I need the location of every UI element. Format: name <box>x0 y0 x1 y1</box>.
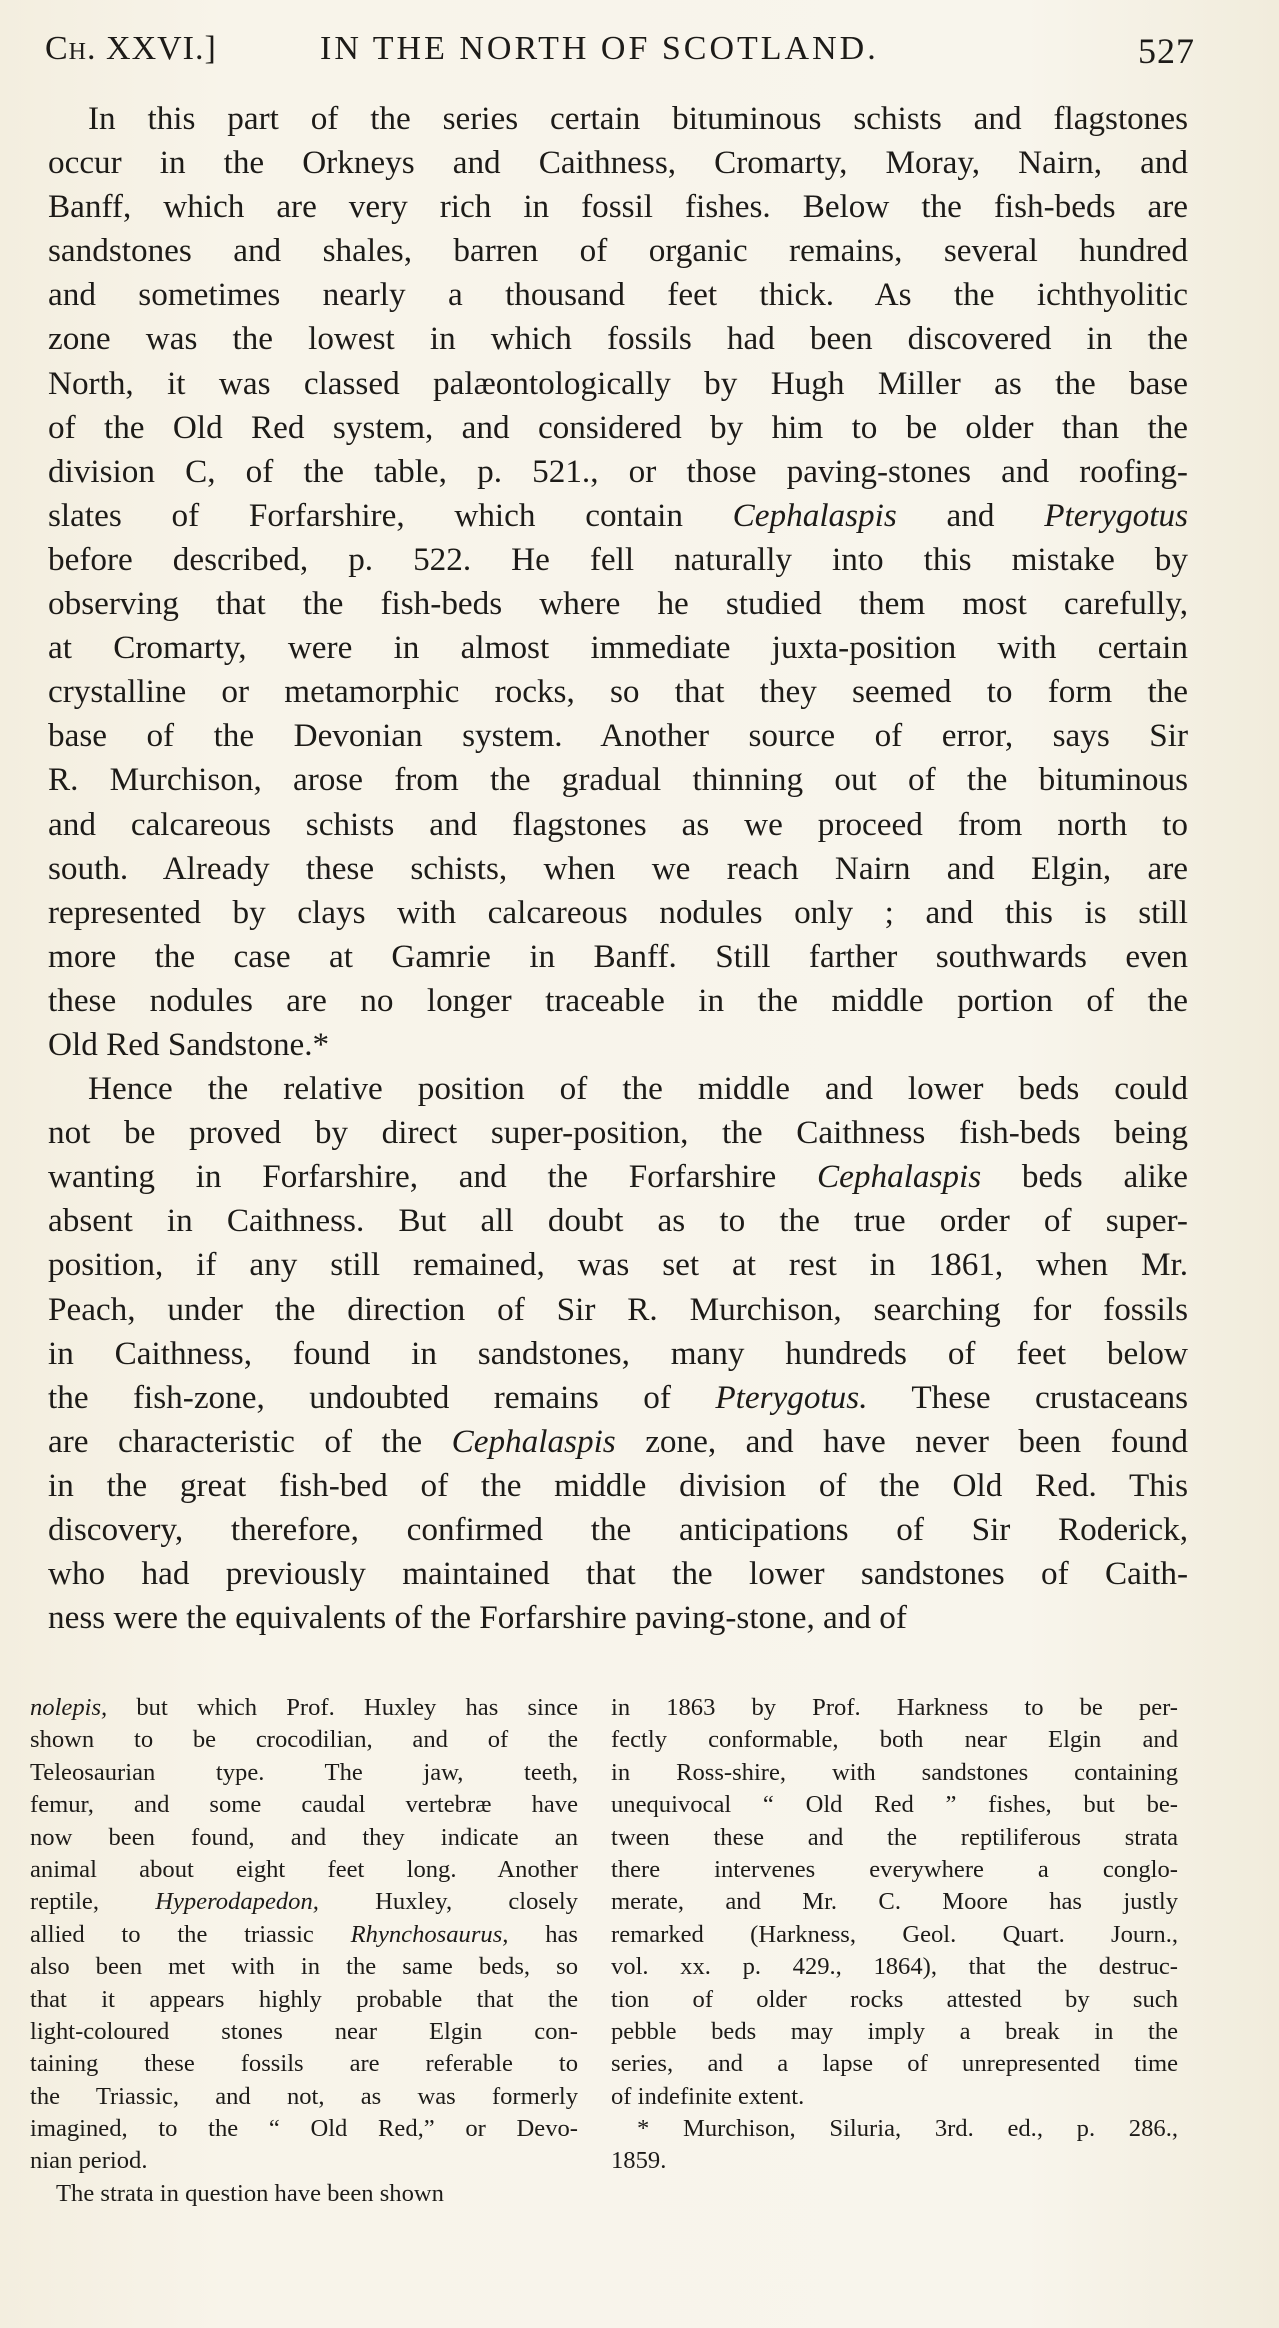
text-line <box>611 1854 1178 1886</box>
text-run: Old Red Sandstone.* <box>48 1025 330 1063</box>
text-line <box>30 1789 578 1821</box>
text-line <box>48 1376 1188 1420</box>
text-run: merate, and Mr. C. Moore has justly <box>611 1888 1178 1916</box>
text-run: absent in Caithness. But all doubt as to the true order of super- <box>48 1202 1188 1240</box>
text-run: these nodules are no longer traceable in the middle portion of the <box>48 981 1188 1019</box>
text-run: light-coloured stones near Elgin con- <box>30 2017 578 2045</box>
text-run: of indefinite extent. <box>611 2082 805 2110</box>
text-run: the Triassic, and not, as was formerly <box>30 2082 578 2110</box>
text-run: zone was the lowest in which fossils had been discovered in the <box>48 320 1188 358</box>
text-line <box>611 2113 1178 2145</box>
text-line <box>30 2048 578 2080</box>
text-line <box>30 1724 578 1756</box>
text-run: Huxley, closely <box>318 1888 578 1916</box>
text-run: are characteristic of the <box>48 1422 452 1460</box>
text-line <box>48 273 1188 317</box>
main-body-text <box>48 97 1188 1640</box>
text-line <box>30 1692 578 1724</box>
text-line <box>48 1199 1188 1243</box>
text-line <box>48 714 1188 758</box>
text-run: Teleosaurian type. The jaw, teeth, <box>30 1758 578 1786</box>
text-run: before described, p. 522. He fell naturally into this mistake by <box>48 540 1188 578</box>
footnote-column-left <box>30 1692 578 2210</box>
text-line <box>611 1692 1178 1724</box>
text-run: also been met with in the same beds, so <box>30 1953 578 1981</box>
text-run: in the great fish-bed of the middle division of the Old Red. This <box>48 1466 1188 1504</box>
text-run: fectly conformable, both near Elgin and <box>611 1726 1178 1754</box>
text-run: These crustaceans <box>867 1378 1188 1416</box>
text-line <box>48 1067 1188 1111</box>
text-run: in Ross-shire, with sandstones containing <box>611 1758 1178 1786</box>
text-run: occur in the Orkneys and Caithness, Cromarty, Moray, Nairn, and <box>48 144 1188 182</box>
text-line <box>611 2048 1178 2080</box>
text-line <box>48 229 1188 273</box>
italic-term: nolepis, <box>30 1694 108 1721</box>
text-line <box>48 1288 1188 1332</box>
text-run: allied to the triassic <box>30 1920 351 1948</box>
text-line <box>48 1111 1188 1155</box>
text-run: that it appears highly probable that the <box>30 1985 578 2013</box>
text-line <box>48 97 1188 141</box>
text-run: represented by clays with calcareous nodules only ; and this is still <box>48 893 1188 931</box>
italic-term: Pterygotus <box>1044 496 1188 534</box>
text-run: 1859. <box>611 2147 667 2175</box>
text-run: R. Murchison, arose from the gradual thinning out of the bituminous <box>48 761 1188 799</box>
text-run: femur, and some caudal vertebræ have <box>30 1791 578 1819</box>
text-line <box>48 1596 1188 1640</box>
text-line <box>48 979 1188 1023</box>
text-run: but which Prof. Huxley has since <box>107 1694 578 1721</box>
text-line <box>48 1023 1188 1067</box>
text-line <box>48 1552 1188 1596</box>
text-run: and calcareous schists and flagstones as we proceed from north to <box>48 805 1188 843</box>
text-line <box>48 758 1188 802</box>
text-run: and sometimes nearly a thousand feet thick. As the ichthyolitic <box>48 276 1188 314</box>
text-line <box>48 1464 1188 1508</box>
text-line <box>48 406 1188 450</box>
text-line <box>48 1243 1188 1287</box>
text-run: tween these and the reptiliferous strata <box>611 1823 1178 1851</box>
text-run: who had previously maintained that the lower sandstones of Caith- <box>48 1555 1188 1593</box>
italic-term: Cephalaspis <box>451 1422 616 1460</box>
text-line <box>30 1951 578 1983</box>
italic-term: Pterygotus. <box>715 1378 868 1416</box>
text-line <box>48 582 1188 626</box>
text-line <box>611 1757 1178 1789</box>
text-run: sandstones and shales, barren of organic remains, several hundred <box>48 232 1188 270</box>
text-line <box>48 185 1188 229</box>
text-run: taining these fossils are referable to <box>30 2050 578 2078</box>
text-line <box>611 1724 1178 1756</box>
text-run: Hence the relative position of the middle and lower beds could <box>88 1070 1188 1108</box>
text-line <box>611 1951 1178 1983</box>
text-run: in Caithness, found in sandstones, many hundreds of feet below <box>48 1334 1188 1372</box>
text-run: animal about eight feet long. Another <box>30 1855 578 1883</box>
running-header <box>45 30 1195 80</box>
text-run: nian period. <box>30 2147 148 2175</box>
running-title: IN THE NORTH OF SCOTLAND. <box>320 30 879 67</box>
footnote-column-right <box>611 1692 1178 2178</box>
page-number: 527 <box>1138 31 1195 71</box>
text-run: the fish-zone, undoubted remains of <box>48 1378 716 1416</box>
italic-term: Hyperodapedon, <box>155 1888 319 1916</box>
text-line <box>611 2081 1178 2113</box>
text-run: south. Already these schists, when we reach Nairn and Elgin, are <box>48 849 1188 887</box>
chapter-label: Ch. XXVI.] <box>45 30 217 67</box>
text-run: wanting in Forfarshire, and the Forfarshire <box>48 1158 818 1196</box>
italic-term: Cephalaspis <box>732 496 897 534</box>
text-run: North, it was classed palæontologically by Hugh Miller as the base <box>48 364 1188 402</box>
text-line <box>30 1854 578 1886</box>
italic-term: Rhynchosaurus, <box>350 1920 509 1948</box>
text-line <box>48 847 1188 891</box>
text-line <box>30 2081 578 2113</box>
text-line <box>48 1508 1188 1552</box>
text-line <box>611 1886 1178 1918</box>
text-line <box>30 2113 578 2145</box>
text-run: ness were the equivalents of the Forfarshire paving-stone, and of <box>48 1599 907 1637</box>
text-run: remarked (Harkness, Geol. Quart. Journ., <box>611 1920 1178 1948</box>
text-run: division C, of the table, p. 521., or those paving-stones and roofing- <box>48 452 1188 490</box>
text-line <box>611 2016 1178 2048</box>
text-line <box>48 538 1188 582</box>
text-line <box>48 626 1188 670</box>
text-line <box>30 2145 578 2177</box>
text-line <box>30 1919 578 1951</box>
text-run: discovery, therefore, confirmed the anticipations of Sir Roderick, <box>48 1511 1188 1548</box>
text-run: tion of older rocks attested by such <box>611 1985 1178 2013</box>
text-line <box>611 1822 1178 1854</box>
text-run: observing that the fish-beds where he studied them most carefully, <box>48 585 1188 623</box>
text-run: and <box>896 496 1045 534</box>
text-run: more the case at Gamrie in Banff. Still farther southwards even <box>48 937 1188 975</box>
text-line <box>611 1919 1178 1951</box>
text-run: there intervenes everywhere a conglo- <box>611 1855 1178 1883</box>
text-run: series, and a lapse of unrepresented time <box>611 2050 1178 2078</box>
text-line <box>48 1155 1188 1199</box>
text-run: reptile, <box>30 1888 156 1916</box>
italic-term: Cephalaspis <box>817 1158 982 1196</box>
text-run: unequivocal “ Old Red ” fishes, but be- <box>611 1791 1178 1819</box>
text-line <box>48 362 1188 406</box>
text-line <box>611 1789 1178 1821</box>
text-line <box>48 1332 1188 1376</box>
text-run: has <box>508 1920 578 1948</box>
text-line <box>48 450 1188 494</box>
text-line <box>48 935 1188 979</box>
text-run: Peach, under the direction of Sir R. Murchison, searching for fossils <box>48 1290 1188 1328</box>
text-line <box>611 2145 1178 2177</box>
text-line <box>30 1984 578 2016</box>
text-line <box>611 1984 1178 2016</box>
text-run: The strata in question have been shown <box>56 2179 444 2207</box>
text-line <box>48 141 1188 185</box>
text-line <box>48 317 1188 361</box>
text-run: * Murchison, Siluria, 3rd. ed., p. 286., <box>637 2115 1178 2143</box>
text-run: zone, and have never been found <box>615 1422 1188 1460</box>
text-line <box>30 2178 578 2210</box>
text-line <box>30 1822 578 1854</box>
text-line <box>30 1757 578 1789</box>
text-run: base of the Devonian system. Another source of error, says Sir <box>48 717 1188 755</box>
text-run: beds alike <box>981 1158 1188 1196</box>
text-run: crystalline or metamorphic rocks, so that they seemed to form the <box>48 673 1188 711</box>
text-run: pebble beds may imply a break in the <box>611 2017 1178 2045</box>
text-run: slates of Forfarshire, which contain <box>48 496 733 534</box>
text-run: position, if any still remained, was set at rest in 1861, when Mr. <box>48 1246 1188 1284</box>
text-run: of the Old Red system, and considered by him to be older than the <box>48 408 1188 446</box>
text-line <box>30 1886 578 1918</box>
text-line <box>48 803 1188 847</box>
text-line <box>48 494 1188 538</box>
text-line <box>48 1420 1188 1464</box>
text-line <box>48 891 1188 935</box>
text-run: In this part of the series certain bituminous schists and flagstones <box>88 100 1188 137</box>
text-run: at Cromarty, were in almost immediate juxta-position with certain <box>48 629 1188 667</box>
text-run: not be proved by direct super-position, the Caithness fish-beds being <box>48 1114 1188 1152</box>
text-run: imagined, to the “ Old Red,” or Devo- <box>30 2115 578 2143</box>
text-line <box>48 670 1188 714</box>
text-line <box>30 2016 578 2048</box>
text-run: vol. xx. p. 429., 1864), that the destruc- <box>611 1953 1178 1981</box>
text-run: shown to be crocodilian, and of the <box>30 1726 578 1754</box>
text-run: in 1863 by Prof. Harkness to be per- <box>611 1694 1178 1721</box>
text-run: now been found, and they indicate an <box>30 1823 578 1851</box>
text-run: Banff, which are very rich in fossil fishes. Below the fish-beds are <box>48 188 1188 226</box>
